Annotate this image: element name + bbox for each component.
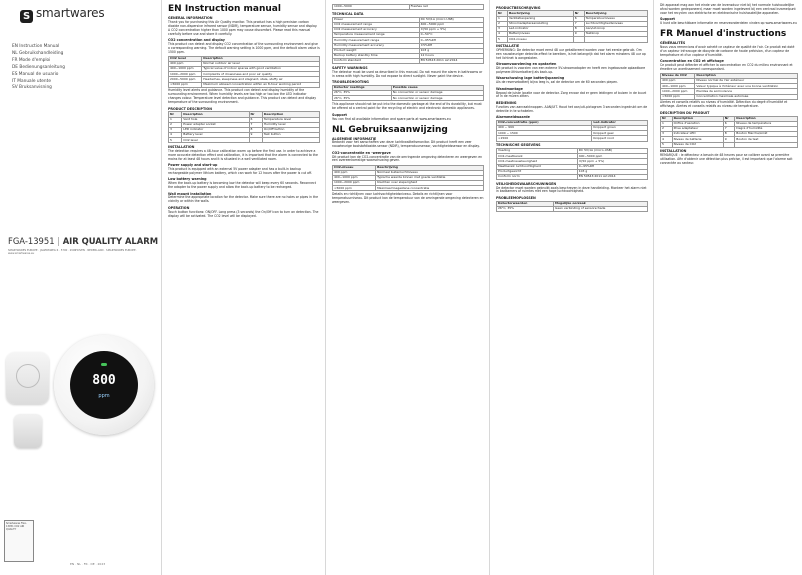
table-cell: Normaal buitenluchtniveau xyxy=(376,170,484,175)
table-row xyxy=(497,136,648,141)
en-battery-title: Low battery warning xyxy=(168,177,207,182)
table-cell: 103 g xyxy=(419,48,483,53)
fr-sections xyxy=(660,41,798,72)
table-cell: Stroomadapteraansluiting xyxy=(507,21,573,26)
table-cell: 2 xyxy=(661,126,673,131)
table-cell: 103 g xyxy=(577,169,647,174)
section-text: Ce produit peut détecter et afficher la concentration en CO2 du milieu environnant et émettre un avertissement correspondant. xyxy=(660,62,793,71)
table-row xyxy=(169,138,320,143)
table-cell: 0~95%RH xyxy=(577,164,647,169)
table-cell: Niveau de batterie xyxy=(672,137,723,142)
table-cell: 400~5000 ppm xyxy=(577,154,647,159)
table-cell: ±(50 ppm + 5%) xyxy=(419,27,483,32)
display-unit: ppm xyxy=(98,393,110,399)
table-cell: 1 xyxy=(169,117,182,122)
product-sticker xyxy=(4,520,34,562)
table-cell: >5000 ppm xyxy=(333,186,376,191)
brand-logo xyxy=(20,6,104,23)
sticker-text: Smartwares FGA-13951 CO2 AIR QUALITY xyxy=(6,522,27,531)
product-name: AIR QUALITY ALARM xyxy=(62,236,159,246)
page-5 xyxy=(656,0,802,575)
brand-name: smartwares xyxy=(36,6,105,20)
table-cell: DC 5V/1A (micro USB) xyxy=(419,17,483,22)
product-image xyxy=(54,335,154,435)
nl-alarm-table xyxy=(496,120,648,142)
table-cell: CO2 measurement accuracy xyxy=(333,27,420,32)
support-title: Support xyxy=(332,112,347,117)
table-cell: CO2-niveau xyxy=(507,37,573,42)
section-text: Thank you for purchasing this Air Quality monitor. This product has a high precision carbon dioxide non-dispersive infrared sensor (NDIR), temperature sensor, humidity sensor and display. A CO2 concentration higher than 1000 ppm may cause discomfort. Please read this manual carefully before use and store it carefully. xyxy=(168,19,318,36)
table-cell: Temperature measurement range xyxy=(333,33,420,38)
table-cell: 26°C, 35% xyxy=(497,206,554,211)
table-cell: Productgewicht xyxy=(497,169,578,174)
table-row xyxy=(497,37,648,42)
table-cell: DC 5V/1A (micro-USB) xyxy=(577,149,647,154)
table-cell: Description xyxy=(202,56,320,61)
table-cell: Battery level xyxy=(182,133,249,138)
table-cell: 3 xyxy=(661,132,673,137)
table-cell: EN 50543:2011 A2:2014 xyxy=(419,59,483,64)
table-cell: Beschrijving xyxy=(376,165,484,170)
table-cell: Voeding xyxy=(497,149,578,154)
nl-alarm-title: Alarmmeldwaarde xyxy=(496,115,530,120)
fr-co2-table xyxy=(660,73,798,100)
language-item: ES Manual de usuario xyxy=(12,71,59,77)
table-cell: Test button xyxy=(262,133,319,138)
table-cell: Concentration maximale autorisée xyxy=(695,94,798,99)
table-cell: 7 xyxy=(249,122,262,127)
table-cell xyxy=(262,138,319,143)
section-heading: Waarschuwing lage batterijspanning xyxy=(496,76,565,81)
table-cell: Nr xyxy=(497,11,508,16)
table-cell: 2 xyxy=(497,21,508,26)
fr-desc-title: DESCRIPTION DU PRODUIT xyxy=(660,110,710,115)
table-cell: On/Off button xyxy=(262,127,319,132)
language-item: DE Bedienungsanleitung xyxy=(12,64,65,70)
en-title: EN Instruction manual xyxy=(168,4,281,14)
table-cell: Temperatuurniveau xyxy=(584,16,647,21)
en-install-text: The detection requires a 48-hour calibration warm up before the first use. In order to achieve a more accurate detection effect and calibration, it is important that the alarm is connected to the mains for at least 48 hours and it is situated in a well ventilated room. xyxy=(168,148,318,161)
nl-support-text: U kunt alle beschikbare informatie en reserveonderdelen vinden op www.smartwares.eu xyxy=(660,21,797,26)
nl-safety-text: De detector moet worden gebruikt zoals beschreven in deze handleiding. Monteer het alarm niet in badkamers of ruimtes met een hoge luchtvochtigheid. xyxy=(496,185,647,194)
safety-title: SAFETY WARNINGS xyxy=(332,65,368,70)
table-cell: 3 xyxy=(169,127,182,132)
table-row xyxy=(169,82,320,87)
table-row xyxy=(333,186,484,191)
section-text: Functies van aanraakknoppen. AAN/UIT. Houd het aan/uit-pictogram 3 seconden ingedrukt om de detectie in te schakelen. xyxy=(496,104,648,113)
table-cell: Typical value of indoor spaces with good ventilation xyxy=(202,67,320,72)
language-item: EN Instruction Manual xyxy=(12,44,60,49)
table-cell: Description xyxy=(672,116,723,121)
table-cell: ±(50 ppm + 5%) xyxy=(577,159,647,164)
table-cell: Description xyxy=(262,112,319,117)
table-cell: Valeur typique à l'intérieur avec une bonne ventilation xyxy=(695,84,798,89)
table-cell xyxy=(723,142,735,147)
language-item: SV Bruksanvisning xyxy=(12,85,52,91)
table-cell: Niveau de CO2 xyxy=(661,73,695,78)
table-cell: 6 xyxy=(249,117,262,122)
led-indicator xyxy=(101,363,107,366)
table-cell: 8 xyxy=(573,26,584,31)
table-cell: Typische waarde binnen met goede ventilatie xyxy=(376,175,484,180)
table-cell: Description xyxy=(735,116,798,121)
table-cell: >5000 ppm xyxy=(661,94,695,99)
table-cell: Flashes red xyxy=(409,5,483,10)
stand-image-front xyxy=(6,352,49,404)
table-cell: Backup battery standby time xyxy=(333,53,420,58)
table-cell: Orifice d'aération xyxy=(672,121,723,126)
product-title: FGA-13951 | AIR QUALITY ALARM xyxy=(8,236,159,246)
table-row xyxy=(497,175,648,180)
tech-title: TECHNICAL DATA xyxy=(332,11,364,16)
table-cell: 6 xyxy=(723,121,735,126)
en-co2-table xyxy=(168,56,320,88)
table-row xyxy=(333,96,484,101)
nl-tech-table xyxy=(496,148,648,180)
table-cell: 1000~5000 xyxy=(333,5,410,10)
section-heading: Stroomvoorziening en opstarten xyxy=(496,62,557,67)
table-cell xyxy=(573,37,584,42)
table-cell: 7 xyxy=(573,21,584,26)
trouble-title: TROUBLESHOOTING xyxy=(332,80,369,85)
table-cell: 400 ppm xyxy=(169,61,202,66)
stand-image-side xyxy=(14,414,42,448)
table-cell: 400 ppm xyxy=(333,170,376,175)
table-cell: 400~1000 ppm xyxy=(661,84,695,89)
safety-text: The detector must be used as described in this manual. Do not mount the alarm in bathrooms or in areas with high humidity. Do not expose to direct sunlight. Never paint the device. xyxy=(332,69,483,78)
table-cell: No connection or sensor damage xyxy=(391,91,483,96)
nl-tech-title: TECHNISCHE GEGEVENS xyxy=(496,143,541,148)
section-heading: BEDIENING xyxy=(496,100,517,105)
table-cell: Maximaal toegestane concentratie xyxy=(376,186,484,191)
table-row xyxy=(661,94,798,99)
table-cell: CO2 level xyxy=(182,138,249,143)
nl-environment-text: Dit apparaat mag aan het einde van de levensduur niet bij het normale huishoudelijke afval worden gedeponeerd, maar moet worden ingeleverd bij een centraal inzamelpunt voor het recyclen van elektrische en elektronische huishoudelijke apparaten. xyxy=(660,3,796,15)
cover-page xyxy=(0,0,160,575)
table-cell: Aan/uit-knop xyxy=(584,26,647,31)
table-cell: 4 xyxy=(661,137,673,142)
table-cell: Niveau de CO2 xyxy=(672,142,723,147)
nl-title: NL Gebruiksaanwijzing xyxy=(332,124,448,135)
table-cell: 9 xyxy=(573,32,584,37)
environment-text: This appliance should not be put into the domestic garbage at the end of its durability, but must be offered at a central point for the recycling of electric and electronic domestic appliances. xyxy=(332,102,482,111)
table-cell: CO2-niveau xyxy=(333,165,376,170)
fr-install-text: REMARQUE : le détecteur a besoin de 48 heures pour se calibrer avant sa première utilisation. Afin d'obtenir une détection plus précise, il est important que l'alarme soit connectée au secteur. xyxy=(660,153,793,165)
table-cell: Maximum allowed concentration within an 8-hour working period xyxy=(202,82,320,87)
table-cell: 9 xyxy=(249,133,262,138)
table-cell: Knippert groen xyxy=(592,126,648,131)
table-cell: EN 50543:2011 A2:2014 xyxy=(577,175,647,180)
table-cell: 3 xyxy=(497,26,508,31)
nl-desc-title: PRODUCTBESCHRIJVING xyxy=(496,5,541,10)
table-cell: Possible cause xyxy=(391,85,483,90)
table-cell: Humidity measurement accuracy xyxy=(333,43,420,48)
en-wall-title: Wall mount installation xyxy=(168,191,212,196)
table-cell: Humidity level xyxy=(262,122,319,127)
en-wall-text: Determine the appropriate location for the detector. Make sure there are no holes or pipes in the vicinity or within the walls. xyxy=(168,195,319,204)
table-cell: >1500 xyxy=(497,136,592,141)
table-cell: 0~95%RH xyxy=(419,38,483,43)
table-row xyxy=(333,5,484,10)
en-page xyxy=(164,0,324,575)
alarm-table-tail xyxy=(332,4,484,10)
table-cell: Description xyxy=(695,73,798,78)
table-cell: 1000~2000 ppm xyxy=(333,181,376,186)
section-heading: ALGEMENE INFORMATIE xyxy=(332,136,377,141)
table-cell: Complaints of drowsiness and poor air quality xyxy=(202,72,320,77)
table-cell: Power xyxy=(333,17,420,22)
table-cell: 2000~5000 ppm xyxy=(169,77,202,82)
table-cell: 9 xyxy=(723,137,735,142)
table-cell: Led-indicator xyxy=(507,26,573,31)
table-cell: Nr xyxy=(723,116,735,121)
table-cell: Knippert rood xyxy=(592,136,648,141)
section-heading: Wandmontage xyxy=(496,86,523,91)
table-cell: Normal outdoor air level xyxy=(202,61,320,66)
table-cell: 12 hours xyxy=(419,53,483,58)
table-cell: 1 xyxy=(497,16,508,21)
table-cell xyxy=(584,37,647,42)
table-cell: Nr xyxy=(249,112,262,117)
table-cell: Product weight xyxy=(333,48,420,53)
table-cell: 0~50°C xyxy=(419,33,483,38)
en-parts-table xyxy=(168,111,320,143)
table-cell: 400~5000 ppm xyxy=(419,22,483,27)
en-operation-title: OPERATION xyxy=(168,205,190,210)
en-power-title: Power supply and start-up xyxy=(168,163,218,168)
table-cell: No connection or sensor damage xyxy=(391,96,483,101)
table-cell: Headaches, sleepiness and stagnant, stale, stuffy air xyxy=(202,77,320,82)
fr-parts-table xyxy=(660,116,798,148)
table-cell: 7 xyxy=(723,126,735,131)
table-row xyxy=(661,142,798,147)
nl-safety-title: VEILIGHEIDSWAARSCHUWINGEN xyxy=(496,181,557,186)
table-cell: 1 xyxy=(661,121,673,126)
en-battery-text: When the back-up battery is becoming low the detector will beep every 60 seconds. Reconnect the adapter to the power supply and allow the back-up battery to be recharged. xyxy=(168,181,316,190)
table-cell: 4 xyxy=(497,32,508,37)
table-cell: 1000 ~ 1500 xyxy=(497,131,592,136)
table-cell: 8 xyxy=(249,127,262,132)
language-item: FR Mode d'emploi xyxy=(12,57,51,63)
section-heading: GÉNÉRALITÉS xyxy=(660,41,686,46)
table-cell: Bouton de test xyxy=(735,137,798,142)
company-address: SMARTWARES EUROPE · JAGERSWEG 6 · 5700 · ZONHOVEN · NEDERLAND · SMARTWARES EUROPE · www.smartwares.eu xyxy=(8,249,138,256)
support-text: You can find all available information and spare parts at www.smartwares.eu xyxy=(332,116,451,121)
language-item: NL Gebruikshandleiding xyxy=(12,50,64,56)
nl-more-text: Details en richtlijnen voor luchtvochtigheidsniveau. Details en richtlijnen voor temperatuurniveau. Dit product kan de temperatuur van de omringende omgeving detecteren en weergeven. xyxy=(332,191,484,204)
fr-title: FR Manuel d'instructions xyxy=(660,29,787,40)
nl-install-title: INSTALLATIE xyxy=(496,44,520,49)
nl-parts-table xyxy=(496,10,648,42)
en-more-text: Humidity level alerts and guidance. This product can detect and display humidity of the surrounding environment. When humidity levels are too high or too low the LED indicator changes colour. Temperature level detection and guidance. This product can detect and display temperature of the surrounding environment. xyxy=(168,88,317,105)
table-cell: 400~1000 ppm xyxy=(333,175,376,180)
table-cell: CO2-meetbereik xyxy=(497,154,578,159)
table-cell: Power adapter socket xyxy=(182,122,249,127)
trouble-table xyxy=(332,85,484,102)
table-cell: 8 xyxy=(723,132,735,137)
table-cell: Conform norm xyxy=(497,175,578,180)
language-list xyxy=(12,44,72,92)
product-title-block xyxy=(8,236,158,255)
nl-co2-table xyxy=(332,165,484,192)
section-text: Dit product is voorzien van een externe 5V-stroomadapter en heeft een ingebouwde oplaadbare polymeer-lithiumbatterij als back-up. xyxy=(496,66,646,74)
table-cell: 26°C, 35% xyxy=(333,96,392,101)
nl-trouble-title: PROBLEEMOPLOSSEN xyxy=(496,195,536,200)
table-cell: Batterijniveau xyxy=(507,32,573,37)
table-cell: 400 ppm xyxy=(661,79,695,84)
table-cell: 1000~2000 ppm xyxy=(661,89,695,94)
table-cell: Nr xyxy=(661,116,673,121)
table-cell: Prise adaptateur xyxy=(672,126,723,131)
table-cell: Beschrijving xyxy=(507,11,573,16)
section-heading: Concentration en CO2 et affichage xyxy=(660,59,724,64)
table-cell: 5 xyxy=(169,138,182,143)
table-cell: Led-indicator xyxy=(592,120,648,125)
section-text: This product can detect and display CO2 concentration of the surrounding environment and give a corresponding warning. The default warning setting is 1000 ppm, and the default alarm value is 1500 ppm. xyxy=(168,41,320,54)
table-cell: Degré d'humidité xyxy=(735,126,798,131)
table-row xyxy=(497,206,648,211)
table-cell: 1000~2000 ppm xyxy=(169,72,202,77)
table-cell: Detector readings xyxy=(333,85,392,90)
section-text: Bepaal de juiste locatie voor de detector. Zorg ervoor dat er geen leidingen of buizen in de buurt of in de muren zitten. xyxy=(496,90,647,99)
table-cell: 2 xyxy=(169,122,182,127)
section-text: Als de reservebatterij bijna leeg is, zal de detector om de 60 seconden piepen. xyxy=(496,80,619,85)
table-cell: >5000 ppm xyxy=(169,82,202,87)
en-sections xyxy=(168,16,320,55)
fr-more-text: Alertes et conseils relatifs au niveau d'humidité. Détection du degré d'humidité et affichage. Alertes et conseils relatifs au niveau de température. xyxy=(660,100,788,109)
table-cell: CO2-meetnauwkeurigheid xyxy=(497,159,578,164)
language-item: IT Manuale utente xyxy=(12,78,51,84)
table-cell: 26°C, 35% xyxy=(333,91,392,96)
table-cell: 4 xyxy=(169,133,182,138)
table-cell: CO2 level xyxy=(169,56,202,61)
section-heading: CO2 concentration and display xyxy=(168,38,225,43)
table-cell: Description xyxy=(182,112,249,117)
nl-trouble-table xyxy=(496,201,648,212)
table-cell: Detectorwaarden xyxy=(497,201,554,206)
page-4 xyxy=(492,0,652,575)
model-number: FGA-13951 xyxy=(8,236,55,246)
tech-table xyxy=(332,17,484,65)
device-display xyxy=(70,351,138,419)
table-cell: Geen verbinding of sensorschade xyxy=(554,206,648,211)
table-cell: Indicateur LED xyxy=(672,132,723,137)
table-cell: Testknop xyxy=(584,32,647,37)
table-cell: Bouton Marche/Arrêt xyxy=(735,132,798,137)
page-3 xyxy=(328,0,488,575)
section-text: Bedankt voor het aanschaffen van deze luchtkwaliteitsmonitor. Dit product heeft een zeer nauwkeurige koolstofdioxide-sensor (NDIR), temperatuursensor, vochtigheidssensor en display. xyxy=(332,140,480,149)
en-power-text: This product is equipped with an external 5V power adapter and has a built-in backup rechargeable polymer lithium battery, which can work for 12 hours after the power is cut off. xyxy=(168,166,313,175)
table-cell: 5 xyxy=(661,142,673,147)
table-cell: 6 xyxy=(573,16,584,21)
nl-install-sections xyxy=(496,62,648,113)
table-cell: LED indicator xyxy=(182,127,249,132)
table-cell: Niveau de température xyxy=(735,121,798,126)
table-cell: Luchtvochtigheidsniveau xyxy=(584,21,647,26)
display-value: 800 xyxy=(92,373,116,388)
section-heading: CO2-concentratie en -weergave xyxy=(332,150,391,155)
table-cell: Mogelijke oorzaak xyxy=(554,201,648,206)
table-cell: Plaintes de somnolence xyxy=(695,89,798,94)
brand-mark-icon: S xyxy=(20,10,33,23)
table-cell: Nr xyxy=(573,11,584,16)
table-cell: 5 xyxy=(497,37,508,42)
item-code: EN · NL · FR · DE · 2023 xyxy=(70,562,106,566)
table-cell: 400~1000 ppm xyxy=(169,67,202,72)
table-cell: Meetbereik luchtvochtigheid xyxy=(497,164,578,169)
en-install-title: INSTALLATION xyxy=(168,145,195,150)
en-operation-text: Touch button functions: ON/OFF. Long press (3 seconds) the On/Off icon to turn on detection. The display will be activated. The CO2 level will be displayed. xyxy=(168,209,319,218)
nl-install-text: OPMERKING: De detector moet eerst 48 uur gekalibreerd worden voor het eerste gebruik. Om een nauwkeuriger detectie-effect te bereiken, is het belangrijk dat het alarm minstens 48 uur op het lichtnet is aangesloten. xyxy=(496,47,646,60)
table-cell: Temperature level xyxy=(262,117,319,122)
table-cell: Beschrijving xyxy=(584,11,647,16)
section-text: Nous vous remercions d'avoir acheté ce capteur de qualité de l'air. Ce produit est doté d'un capteur infrarouge de dioxyde de carbone de haute précision, d'un capteur de température et d'un capteur d'humidité. xyxy=(660,44,795,57)
nl-sections xyxy=(332,137,484,164)
table-cell: Niveau normal de l'air extérieur xyxy=(695,79,798,84)
table-cell: Nr xyxy=(169,112,182,117)
table-cell: CO2 measurement range xyxy=(333,22,420,27)
table-cell: Klachten over slaperigheid xyxy=(376,181,484,186)
table-row xyxy=(333,59,484,64)
nl-support-title: Support xyxy=(660,17,675,22)
table-cell: ±5%RH xyxy=(419,43,483,48)
table-cell xyxy=(735,142,798,147)
fr-install-title: INSTALLATION xyxy=(660,149,687,154)
table-cell: Conform standard xyxy=(333,59,420,64)
table-cell: Humidity measurement range xyxy=(333,38,420,43)
table-cell: 400 ~ 999 xyxy=(497,126,592,131)
table-cell: CO2-concentratie (ppm) xyxy=(497,120,592,125)
section-text: Dit product kan de CO2-concentratie van de omringende omgeving detecteren en weergeven en een overeenkomstige waarschuwing geven. xyxy=(332,154,483,163)
table-cell: Vent hole xyxy=(182,117,249,122)
section-heading: GENERAL INFORMATION xyxy=(168,16,213,20)
table-cell xyxy=(249,138,262,143)
table-cell: Ventilatieopening xyxy=(507,16,573,21)
table-cell: Knippert geel xyxy=(592,131,648,136)
en-product-desc-title: PRODUCT DESCRIPTION xyxy=(168,106,212,111)
